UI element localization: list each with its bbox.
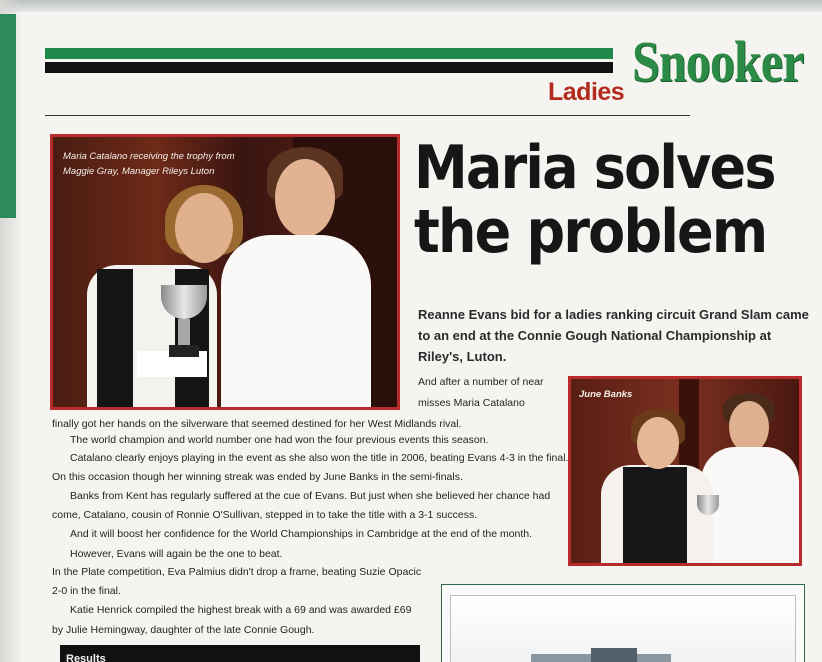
body-line-2: misses Maria Catalano: [418, 397, 525, 409]
spine-green-stripe: [0, 14, 16, 218]
trophy-stem: [178, 319, 190, 347]
winner-vest-left: [97, 269, 133, 410]
bottom-photo: [441, 584, 805, 662]
june-vest: [623, 467, 687, 566]
results-label: Results: [66, 653, 106, 662]
winner-face: [175, 193, 233, 263]
caption-line-1: Maria Catalano receiving the trophy from: [63, 151, 235, 162]
body-line-10: However, Evans will again be the one to beat.: [70, 548, 283, 560]
body-line-4: The world champion and world number one had won the four previous events this season.: [70, 434, 489, 446]
results-box: [60, 645, 420, 662]
body-line-8: come, Catalano, cousin of Ronnie O'Sullivan, stepped in to take the title with a 3-1 success.: [52, 509, 478, 521]
header-green-band: [45, 48, 613, 59]
section-prefix: Ladies: [548, 78, 625, 106]
article-headline: [414, 133, 775, 267]
person-b-face: [729, 401, 769, 453]
main-photo-caption: [63, 149, 263, 179]
article-lead: Reanne Evans bid for a ladies ranking circuit Grand Slam came to an end at the Connie Gough National Championship at Riley's, Luton.: [418, 307, 809, 364]
june-banks-photo: [568, 376, 802, 566]
body-line-5: Catalano clearly enjoys playing in the event as she also won the title in 2006, beating Evans 4-3 in the final.: [70, 452, 569, 464]
headline-line-2: the problem: [414, 197, 767, 267]
body-line-11: In the Plate competition, Eva Palmius didn't drop a frame, beating Suzie Opacic: [52, 566, 422, 578]
body-line-9: And it will boost her confidence for the World Championships in Cambridge at the end of the month.: [70, 528, 533, 540]
body-line-14: by Julie Hemingway, daughter of the late Connie Gough.: [52, 624, 315, 636]
main-photo: [50, 134, 400, 410]
caption-line-2: Maggie Gray, Manager Rileys Luton: [63, 166, 215, 177]
body-line-12: 2-0 in the final.: [52, 585, 121, 597]
header-black-band: [45, 62, 613, 73]
manager-face: [275, 159, 335, 237]
body-line-1: And after a number of near: [418, 376, 544, 388]
june-photo-caption: June Banks: [579, 389, 633, 400]
bottom-photo-frame: [450, 595, 796, 662]
section-title: Snooker: [632, 29, 804, 94]
body-line-13: Katie Henrick compiled the highest break with a 69 and was awarded £69: [70, 604, 412, 616]
manager-sweater: [221, 235, 371, 410]
body-line-7: Banks from Kent has regularly suffered at the cue of Evans. But just when she believed her chance had: [70, 490, 551, 502]
june-face: [637, 417, 679, 469]
trophy-base: [169, 345, 199, 357]
building-tower: [591, 648, 637, 662]
body-line-3: finally got her hands on the silverware that seemed destined for her West Midlands rival.: [52, 418, 462, 430]
header-rule: [45, 115, 690, 116]
headline-line-1: Maria solves: [414, 133, 775, 203]
page-top-fold: [0, 0, 822, 12]
body-line-6: On this occasion though her winning streak was ended by June Banks in the semi-finals.: [52, 471, 463, 483]
